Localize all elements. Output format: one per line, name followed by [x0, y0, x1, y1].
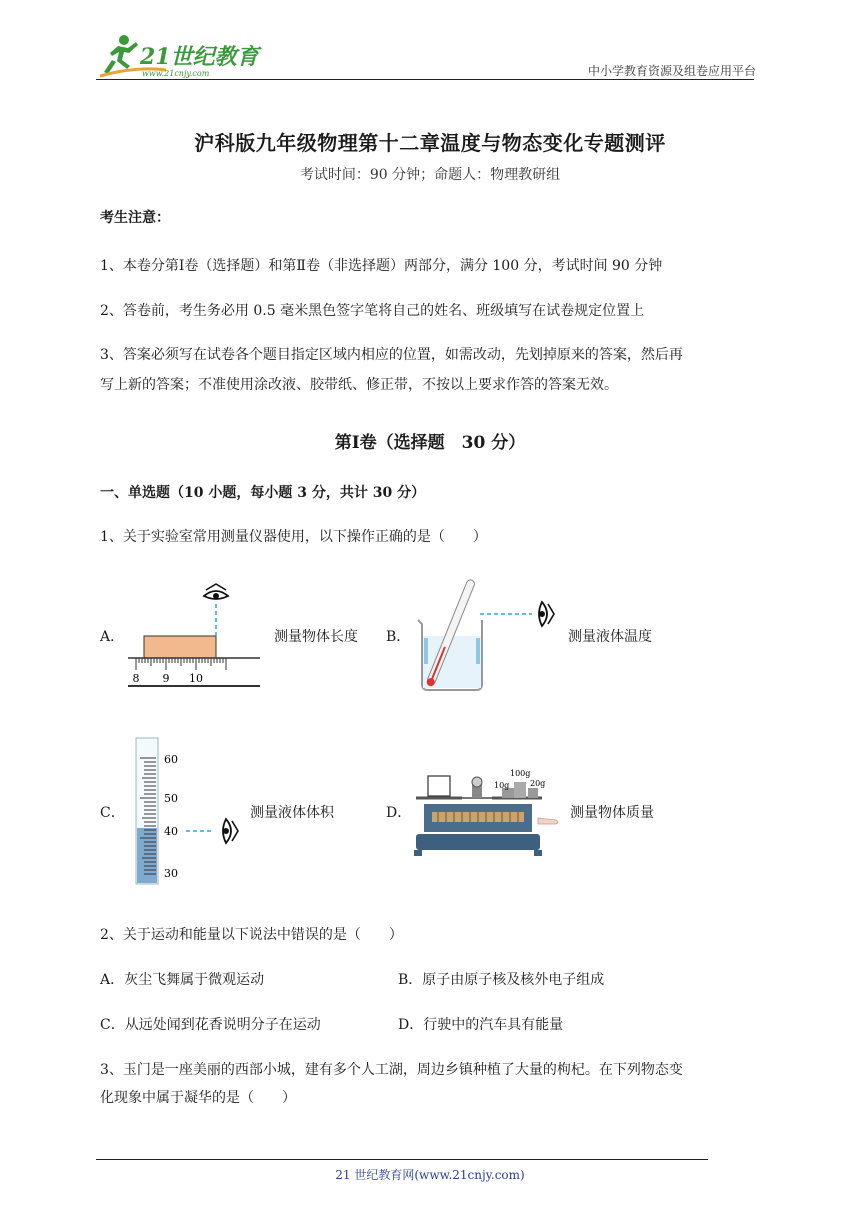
- q1-option-b-letter[interactable]: B．: [386, 629, 411, 645]
- weight-10g: 10g: [494, 781, 510, 790]
- logo-url-text: www.21cnjy.com: [142, 69, 210, 78]
- q3-stem-line2: 化现象中属于凝华的是（ ）: [100, 1090, 296, 1106]
- q1-option-a-letter[interactable]: A．: [100, 629, 125, 645]
- hand-icon: [538, 818, 558, 824]
- weight-20g: 20g: [530, 779, 546, 788]
- q2-option-a[interactable]: A．灰尘飞舞属于微观运动: [100, 972, 265, 988]
- balance-scale-diagram: [410, 764, 565, 864]
- section-heading: 第Ⅰ卷（选择题 30 分）: [334, 433, 526, 453]
- cylinder-tick-60: 60: [164, 753, 178, 766]
- q1-option-c-label: 测量液体体积: [250, 805, 334, 821]
- notice-heading: 考生注意：: [100, 210, 170, 226]
- q1-option-d-letter[interactable]: D．: [386, 805, 412, 821]
- footer-divider: [96, 1159, 708, 1160]
- part-heading: 一、单选题（10 小题，每小题 3 分，共计 30 分）: [100, 485, 426, 501]
- notice-item-2: 2、答卷前，考生务必用 0.5 毫米黑色签字笔将自己的姓名、班级填写在试卷规定位置上: [100, 303, 645, 319]
- footer-link[interactable]: 21 世纪教育网(www.21cnjy.com): [335, 1168, 525, 1182]
- thermometer-beaker-diagram: [410, 576, 560, 700]
- q1-option-c-letter[interactable]: C．: [100, 805, 125, 821]
- notice-item-3-cont: 写上新的答案；不准使用涂改液、胶带纸、修正带，不按以上要求作答的答案无效。: [100, 377, 618, 393]
- page-title: 沪科版九年级物理第十二章温度与物态变化专题测评: [194, 131, 666, 155]
- eye-icon: [204, 584, 228, 599]
- cylinder-tick-50: 50: [164, 792, 178, 805]
- eye-icon: [539, 602, 554, 626]
- q2-option-d[interactable]: D．行驶中的汽车具有能量: [398, 1017, 564, 1033]
- header-divider: [96, 79, 754, 80]
- q1-option-d-label: 测量物体质量: [570, 805, 654, 821]
- notice-item-3: 3、答案必须写在试卷各个题目指定区域内相应的位置，如需改动，先划掉原来的答案，然后再: [100, 347, 683, 363]
- q1-option-a-label: 测量物体长度: [274, 629, 358, 645]
- q1-option-b-label: 测量液体温度: [568, 629, 652, 645]
- cylinder-tick-30: 30: [164, 867, 178, 880]
- ruler-tick-9: 9: [162, 672, 170, 685]
- header-platform-text: 中小学教育资源及组卷应用平台: [587, 64, 756, 78]
- cylinder-tick-40: 40: [164, 825, 178, 838]
- notice-item-1: 1、本卷分第Ⅰ卷（选择题）和第Ⅱ卷（非选择题）两部分，满分 100 分，考试时间 90 分钟: [100, 258, 663, 274]
- q3-stem-line1: 3、玉门是一座美丽的西部小城，建有多个人工湖，周边乡镇种植了大量的枸杞。在下列物态变: [100, 1062, 683, 1078]
- q2-option-c[interactable]: C．从远处闻到花香说明分子在运动: [100, 1017, 321, 1033]
- ruler-tick-8: 8: [132, 672, 140, 685]
- graduated-cylinder-diagram: [130, 734, 250, 892]
- q1-stem: 1、关于实验室常用测量仪器使用，以下操作正确的是（ ）: [100, 529, 487, 545]
- eye-icon: [223, 819, 238, 843]
- ruler-tick-10: 10: [189, 672, 203, 685]
- ruler-diagram: [126, 580, 266, 694]
- logo-main-text: 21世纪教育: [140, 44, 259, 70]
- site-logo: [96, 30, 266, 82]
- runner-logo-icon: [96, 30, 266, 82]
- q2-option-b[interactable]: B．原子由原子核及核外电子组成: [398, 972, 605, 988]
- q2-stem: 2、关于运动和能量以下说法中错误的是（ ）: [100, 927, 403, 943]
- exam-subtitle: 考试时间：90 分钟；命题人：物理教研组: [299, 167, 561, 183]
- weight-100g: 100g: [510, 769, 531, 778]
